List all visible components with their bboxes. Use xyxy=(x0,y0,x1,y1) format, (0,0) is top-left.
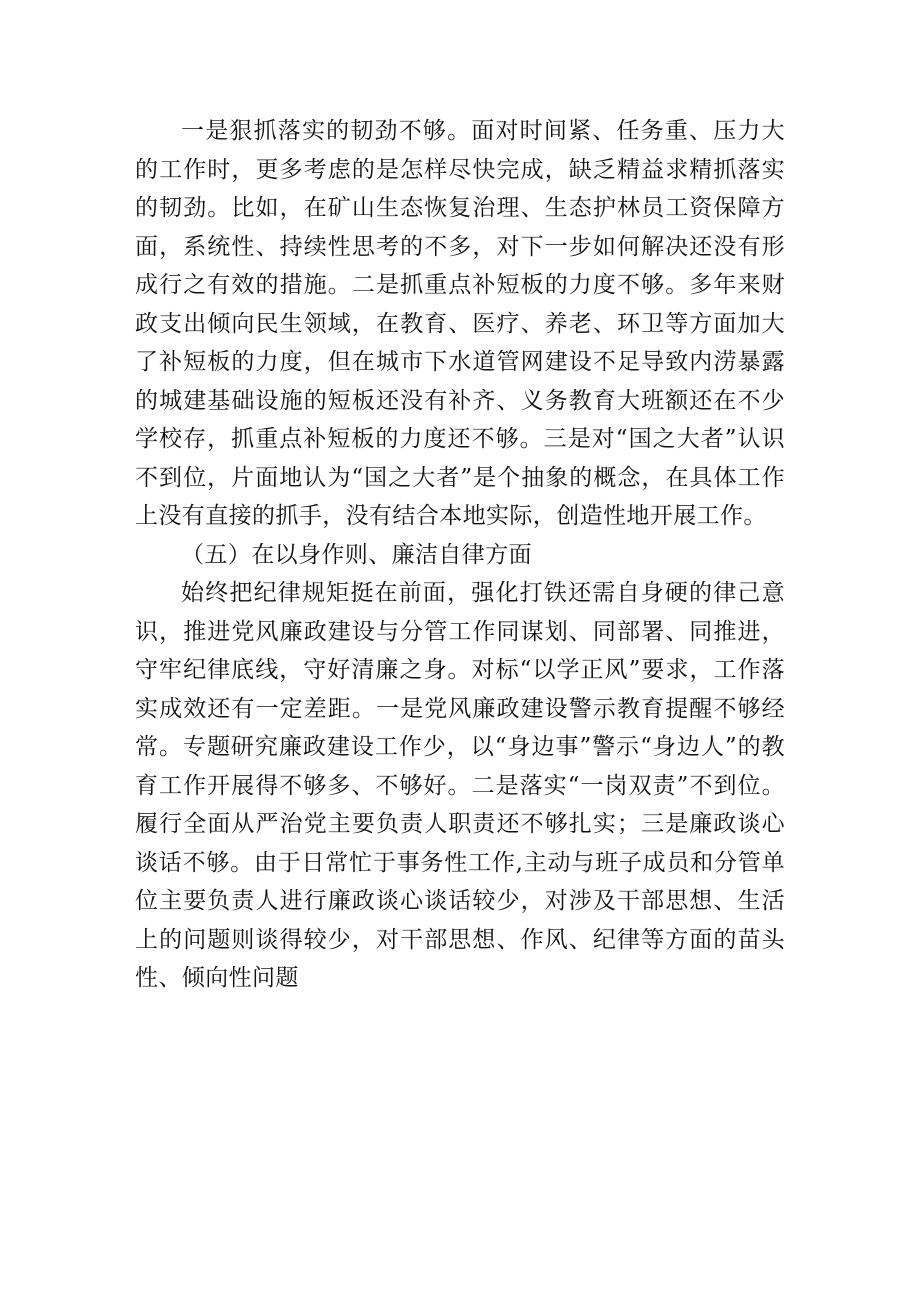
paragraph-work-implementation: 一是狠抓落实的韧劲不够。面对时间紧、任务重、压力大的工作时，更多考虑的是怎样尽快完成，缺乏精益求精抓落实的韧劲。比如，在矿山生态恢复治理、生态护林员工资保障方面，系统性、持续性思考的不多，对下一步如何解决还没有形成行之有效的措施。二是抓重点补短板的力度不够。多年来财政支出倾向民生领域，在教育、医疗、养老、环卫等方面加大了补短板的力度，但在城市下水道管网建设不足导致内涝暴露的城建基础设施的短板还没有补齐、义务教育大班额还在不少学校存，抓重点补短板的力度还不够。三是对“国之大者”认识不到位，片面地认为“国之大者”是个抽象的概念，在具体工作上没有直接的抓手，没有结合本地实际，创造性地开展工作。 xyxy=(135,118,785,529)
section-heading-self-discipline: （五）在以身作则、廉洁自律方面 xyxy=(181,541,532,568)
paragraph-integrity-discipline: 始终把纪律规矩挺在前面，强化打铁还需自身硬的律己意识，推进党风廉政建设与分管工作同谋划、同部署、同推进，守牢纪律底线，守好清廉之身。对标“以学正风”要求，工作落实成效还有一定差距。一是党风廉政建设警示教育提醒不够经常。专题研究廉政建设工作少，以“身边事”警示“身边人”的教育工作开展得不够多、不够好。二是落实“一岗双责”不到位。履行全面从严治党主要负责人职责还不够扎实；三是廉政谈心谈话不够。由于日常忙于事务性工作,主动与班子成员和分管单位主要负责人进行廉政谈心谈话较少，对涉及干部思想、生活上的问题则谈得较少，对干部思想、作风、纪律等方面的苗头性、倾向性问题 xyxy=(135,580,785,991)
document-body xyxy=(135,112,785,998)
